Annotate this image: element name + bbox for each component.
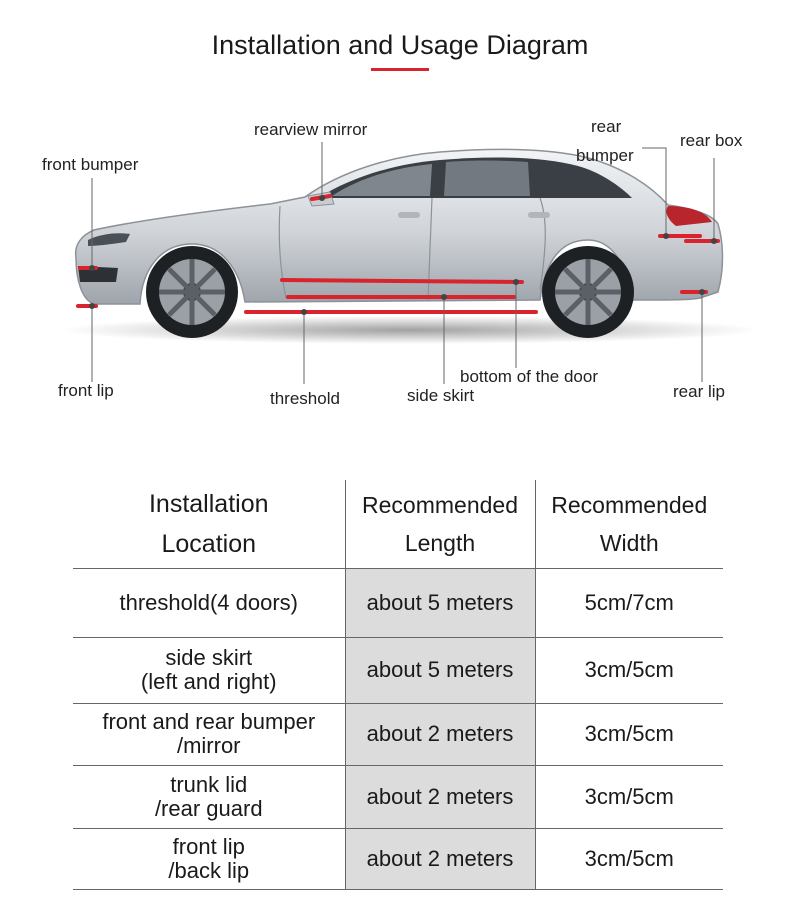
title-underline xyxy=(371,68,429,71)
table-row xyxy=(73,568,723,637)
table-row xyxy=(73,637,723,703)
label-front-lip: front lip xyxy=(58,381,114,400)
cell-length: about 2 meters xyxy=(345,765,535,828)
cell-width: 3cm/5cm xyxy=(584,845,674,871)
cell-width: 3cm/5cm xyxy=(584,721,674,746)
header-installation-location: Installation Location xyxy=(148,489,269,558)
cell-width: 3cm/5cm xyxy=(584,783,674,809)
cell-length: about 5 meters xyxy=(345,637,535,703)
table-row xyxy=(73,703,723,765)
header-recommended-length: Recommended Length xyxy=(345,480,535,568)
label-rear-bumper-line1: rear xyxy=(591,117,622,136)
label-side-skirt: side skirt xyxy=(407,386,475,405)
cell-location: trunk lid /rear guard xyxy=(154,771,263,821)
label-rear-bumper-line2: bumper xyxy=(576,146,634,165)
label-rearview-mirror: rearview mirror xyxy=(254,120,368,139)
cell-location: side skirt (left and right) xyxy=(140,645,277,694)
label-rear-box: rear box xyxy=(680,131,743,150)
front-wheel xyxy=(146,246,238,338)
table-row xyxy=(73,765,723,828)
cell-location: threshold(4 doors) xyxy=(119,589,299,615)
cell-location: front and rear bumper /mirror xyxy=(102,709,316,758)
table-row xyxy=(73,828,723,889)
table-header-row xyxy=(73,480,723,568)
cell-width: 3cm/5cm xyxy=(584,657,674,682)
label-threshold: threshold xyxy=(270,389,340,408)
page-title: Installation and Usage Diagram xyxy=(211,30,589,60)
cell-location: front lip /back lip xyxy=(168,833,250,883)
installation-diagram xyxy=(0,100,800,430)
cell-length: about 5 meters xyxy=(345,568,535,637)
rear-wheel xyxy=(542,246,634,338)
cell-width: 5cm/7cm xyxy=(584,589,674,615)
cell-length: about 2 meters xyxy=(345,703,535,765)
label-front-bumper: front bumper xyxy=(42,155,139,174)
label-bottom-of-door: bottom of the door xyxy=(460,367,598,386)
strip-door-bottom xyxy=(282,280,522,282)
header-recommended-width: Recommended Width xyxy=(535,480,723,568)
specification-table xyxy=(73,480,723,890)
cell-length: about 2 meters xyxy=(345,828,535,889)
label-rear-lip: rear lip xyxy=(673,382,725,401)
